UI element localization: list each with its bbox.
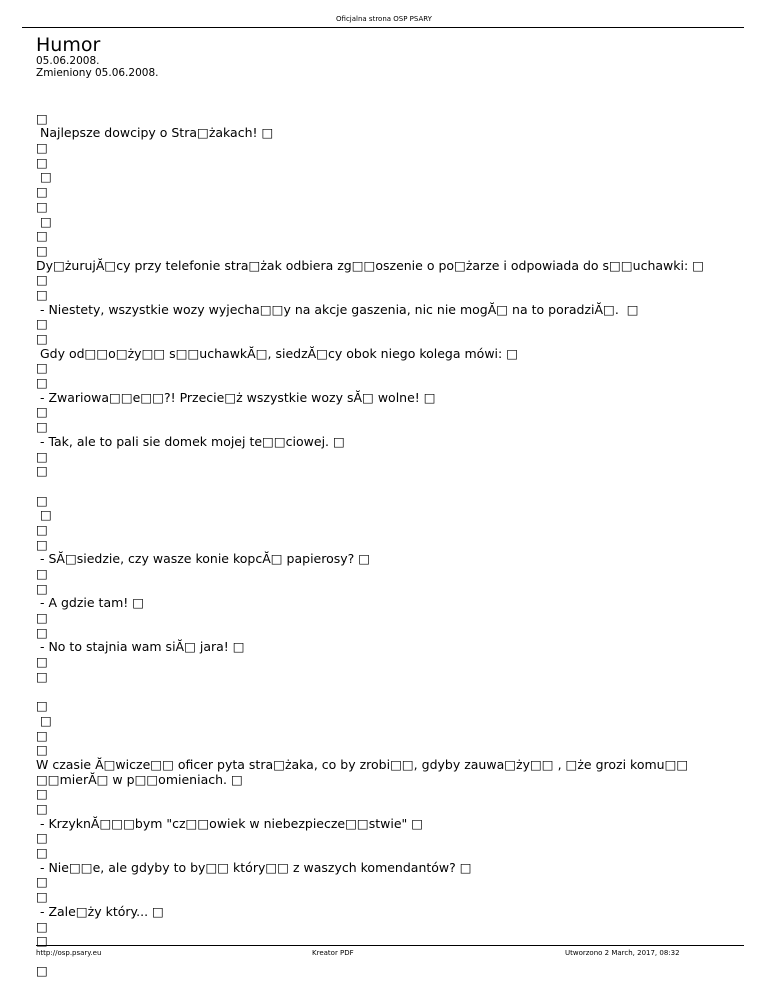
body-line: □ (36, 184, 48, 200)
body-line: □ (36, 140, 48, 156)
body-line: □ (36, 507, 52, 523)
body-line: - Tak, ale to pali sie domek mojej te□□ciowej. □ (36, 433, 345, 449)
body-line: □ (36, 169, 52, 185)
header-rule (22, 27, 744, 28)
body-line: □ (36, 521, 48, 537)
body-line: W czasie Ă□wicze□□ oficer pyta stra□żaka, co by zrobi□□, gdyby zauwa□ży□□ , □że grozi komu□□ □□mierĂ□ w p□□omieniach. □ (36, 756, 689, 787)
body-line: □ (36, 654, 48, 670)
body-line: □ (36, 375, 48, 391)
body-line: □ (36, 845, 48, 861)
footer-generator: Kreator PDF (312, 949, 354, 957)
body-line: Dy□żurujĂ□cy przy telefonie stra□żak odbiera zg□□oszenie o po□żarze i odpowiada do s□□uchawki: □ (36, 257, 704, 273)
body-line: □ (36, 110, 48, 126)
body-line: □ (36, 419, 48, 435)
body-line: Najlepsze dowcipy o Stra□żakach! □ (36, 125, 274, 141)
body-line: □ (36, 624, 48, 640)
body-line: □ (36, 272, 48, 288)
body-line: □ (36, 154, 48, 170)
body-line: □ (36, 889, 48, 905)
body-line: □ (36, 213, 52, 229)
body-line: □ (36, 448, 48, 464)
footer-created: Utworzono 2 March, 2017, 08:32 (565, 949, 680, 957)
body-line: - No to stajnia wam siĂ□ jara! □ (36, 639, 245, 655)
body-line: □ (36, 404, 48, 420)
body-line: □ (36, 830, 48, 846)
body-line: □ (36, 536, 48, 552)
body-line: Gdy od□□o□ży□□ s□□uchawkĂ□, siedzĂ□cy obok niego kolega mówi: □ (36, 345, 519, 361)
body-line: □ (36, 242, 48, 258)
body-line: □ (36, 566, 48, 582)
footer-url[interactable]: http://osp.psary.eu (36, 949, 102, 957)
body-line: □ (36, 786, 48, 802)
body-line: □ (36, 727, 48, 743)
body-line: - A gdzie tam! □ (36, 595, 145, 611)
body-line: □ (36, 286, 48, 302)
body-line: □ (36, 610, 48, 626)
article-body (36, 97, 736, 978)
body-line: □ (36, 316, 48, 332)
footer-rule (36, 945, 744, 946)
body-line (36, 479, 736, 494)
body-line: □ (36, 698, 48, 714)
body-line: □ (36, 918, 48, 934)
body-line: □ (36, 742, 48, 758)
body-line: □ (36, 874, 48, 890)
page-header: Oficjalna strona OSP PSARY (336, 15, 432, 23)
body-line: □ (36, 198, 48, 214)
body-line: - Niestety, wszystkie wozy wyjecha□□y na akcje gaszenia, nic nie mogĂ□ na to poradziĂ□. □ (36, 301, 639, 317)
body-line: □ (36, 492, 48, 508)
body-line: □ (36, 801, 48, 817)
body-line: □ (36, 668, 48, 684)
modified-date: Zmieniony 05.06.2008. (36, 67, 159, 79)
body-line: - Zwariowa□□e□□?! Przecie□ż wszystkie wozy sĂ□ wolne! □ (36, 389, 436, 405)
body-line: - KrzyknĂ□□□bym "cz□□owiek w niebezpiecze□□stwie" □ (36, 815, 424, 831)
body-line: - Zale□ży który... □ (36, 903, 164, 919)
body-line: □ (36, 933, 48, 949)
body-line: □ (36, 962, 48, 978)
body-line: - SĂ□siedzie, czy wasze konie kopcĂ□ papierosy? □ (36, 551, 371, 567)
body-line: □ (36, 228, 48, 244)
body-line: - Nie□□e, ale gdyby to by□□ który□□ z waszych komendantów? □ (36, 859, 472, 875)
body-line: □ (36, 580, 48, 596)
body-line: □ (36, 331, 48, 347)
body-line (36, 97, 736, 112)
article-title: Humor (36, 34, 101, 56)
body-line (36, 685, 736, 700)
body-line: □ (36, 712, 52, 728)
created-date: 05.06.2008. (36, 55, 100, 67)
body-line: □ (36, 360, 48, 376)
body-line: □ (36, 463, 48, 479)
